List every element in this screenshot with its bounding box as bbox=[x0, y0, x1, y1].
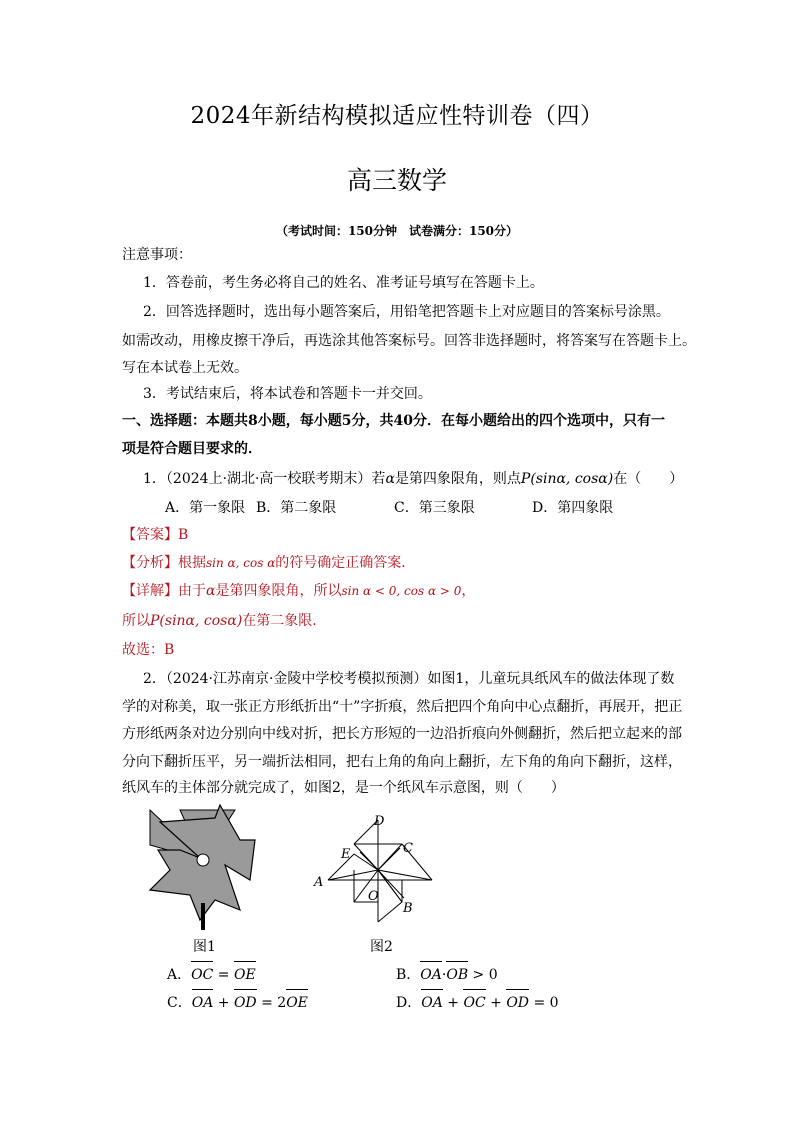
figure-1-caption: 图1 bbox=[193, 939, 216, 955]
q1-choose: 故选：B bbox=[122, 642, 175, 658]
analysis-post: 的符号确定正确答案. bbox=[275, 555, 406, 571]
fig2-label-d: D bbox=[374, 814, 385, 829]
q2-option-d bbox=[396, 990, 559, 1017]
q1-mid: 是第四象限角，则点 bbox=[394, 471, 521, 487]
notice-item-3: 3．考试结束后，将本试卷和答题卡一并交回。 bbox=[143, 386, 432, 402]
fig2-label-o: O bbox=[368, 889, 379, 904]
detail-post: ， bbox=[461, 583, 476, 599]
plus: + bbox=[485, 995, 507, 1011]
q2-line-5: 纸风车的主体部分就完成了，如图2，是一个纸风车示意图，则（ ） bbox=[122, 780, 565, 796]
detail-label: 【详解】 bbox=[122, 583, 178, 599]
option-a-label: A． bbox=[167, 967, 192, 983]
option-b-label: B． bbox=[396, 967, 421, 983]
option-c-label: C． bbox=[167, 995, 192, 1011]
figure-2-diagram bbox=[312, 812, 442, 932]
pinwheel-body bbox=[150, 805, 255, 930]
notice-item-1: 1．答卷前，考生务必将自己的姓名、准考证号填写在答题卡上。 bbox=[143, 275, 544, 291]
detail2-math: P(sinα, cosα) bbox=[150, 613, 243, 629]
fig2-label-e: E bbox=[341, 847, 351, 862]
detail2-pre: 所以 bbox=[122, 613, 150, 629]
q2-line-2: 学的对称美，取一张正方形纸折出“十”字折痕，然后把四个角向中心点翻折，再展开，把正 bbox=[122, 699, 683, 715]
q2-line-3: 方形纸两条对边分别向中线对折，把长方形短的一边沿折痕向外侧翻折，然后把立起来的部 bbox=[122, 726, 682, 742]
analysis-pre: 根据 bbox=[178, 555, 206, 571]
vector-od: OD bbox=[506, 990, 529, 1017]
q1-option-b: B．第二象限 bbox=[256, 500, 337, 516]
q2-line-1: 2．（2024·江苏南京·金陵中学校考模拟预测）如图1，儿童玩具纸风车的做法体现了数 bbox=[143, 671, 675, 687]
detail-math: sin α < 0, cos α > 0 bbox=[341, 584, 462, 598]
subject-title: 高三数学 bbox=[346, 166, 447, 195]
answer-label: 【答案】 bbox=[122, 527, 178, 543]
notice-heading: 注意事项： bbox=[122, 247, 192, 263]
vector-oa: OA bbox=[421, 990, 443, 1017]
option-d-label: D． bbox=[396, 995, 422, 1011]
detail2-post: 在第二象限. bbox=[242, 613, 317, 629]
vector-ob: OB bbox=[446, 962, 468, 989]
section-heading-line2: 项是符合题目要求的． bbox=[122, 441, 262, 457]
figure-1-pinwheel bbox=[140, 800, 270, 930]
q2-option-b bbox=[396, 962, 498, 989]
equals: = bbox=[213, 967, 234, 983]
q1-analysis bbox=[122, 550, 406, 577]
vector-oa: OA bbox=[192, 990, 214, 1017]
greater-than-zero: > 0 bbox=[468, 967, 498, 983]
fig2-label-a: A bbox=[314, 875, 324, 890]
fig2-label-b: B bbox=[403, 901, 413, 916]
q1-stem bbox=[143, 466, 683, 493]
fig2-label-c: C bbox=[403, 841, 413, 856]
q2-option-a bbox=[167, 962, 256, 989]
detail-pre: 由于 bbox=[178, 583, 206, 599]
figure-2-caption: 图2 bbox=[370, 939, 393, 955]
q1-prefix: 1．（2024上·湖北·高一校联考期末）若 bbox=[143, 471, 386, 487]
plus: + bbox=[442, 995, 464, 1011]
vector-oa: OA bbox=[420, 962, 442, 989]
vector-oe: OE bbox=[286, 990, 308, 1017]
q1-point: P(sinα, cosα) bbox=[520, 471, 614, 487]
q2-line-4: 分向下翻折压平，另一端折法相同，把右上角的角向上翻折，左下角的角向下翻折，这样， bbox=[122, 754, 682, 770]
detail-alpha: α bbox=[206, 583, 216, 599]
q1-detail bbox=[122, 578, 475, 605]
section-heading-line1: 一、选择题：本题共8小题，每小题5分，共40分．在每小题给出的四个选项中，只有一 bbox=[122, 413, 665, 429]
answer-value: B bbox=[178, 527, 189, 543]
dot-operator: · bbox=[441, 967, 447, 983]
vector-oc: OC bbox=[463, 990, 485, 1017]
notice-item-2: 2．回答选择题时，选出每小题答案后，用铅笔把答题卡上对应题目的答案标号涂黑。 bbox=[143, 304, 670, 320]
q1-option-d: D．第四象限 bbox=[532, 500, 614, 516]
exam-title: 2024年新结构模拟适应性特训卷（四） bbox=[190, 103, 604, 129]
vector-od: OD bbox=[234, 990, 257, 1017]
analysis-math: sin α, cos α bbox=[206, 556, 276, 570]
plus: + bbox=[213, 995, 234, 1011]
vector-oe: OE bbox=[234, 962, 256, 989]
q1-answer bbox=[122, 522, 188, 549]
q1-detail-2 bbox=[122, 608, 317, 635]
q1-alpha: α bbox=[385, 471, 395, 487]
detail-mid: 是第四象限角，所以 bbox=[215, 583, 342, 599]
analysis-label: 【分析】 bbox=[122, 555, 178, 571]
equals-two: = 2 bbox=[256, 995, 287, 1011]
q1-option-c: C．第三象限 bbox=[394, 500, 475, 516]
q2-option-c bbox=[167, 990, 308, 1017]
equals-zero: = 0 bbox=[529, 995, 559, 1011]
q1-suffix: 在（ ） bbox=[613, 471, 684, 487]
notice-item-2-cont2: 写在本试卷上无效。 bbox=[122, 360, 248, 376]
notice-item-2-cont: 如需改动，用橡皮擦干净后，再选涂其他答案标号。回答非选择题时，将答案写在答题卡上。 bbox=[122, 333, 696, 349]
exam-meta: （考试时间：150分钟 试卷满分：150分） bbox=[275, 224, 519, 238]
vector-oc: OC bbox=[191, 962, 213, 989]
q1-option-a: A．第一象限 bbox=[165, 500, 246, 516]
